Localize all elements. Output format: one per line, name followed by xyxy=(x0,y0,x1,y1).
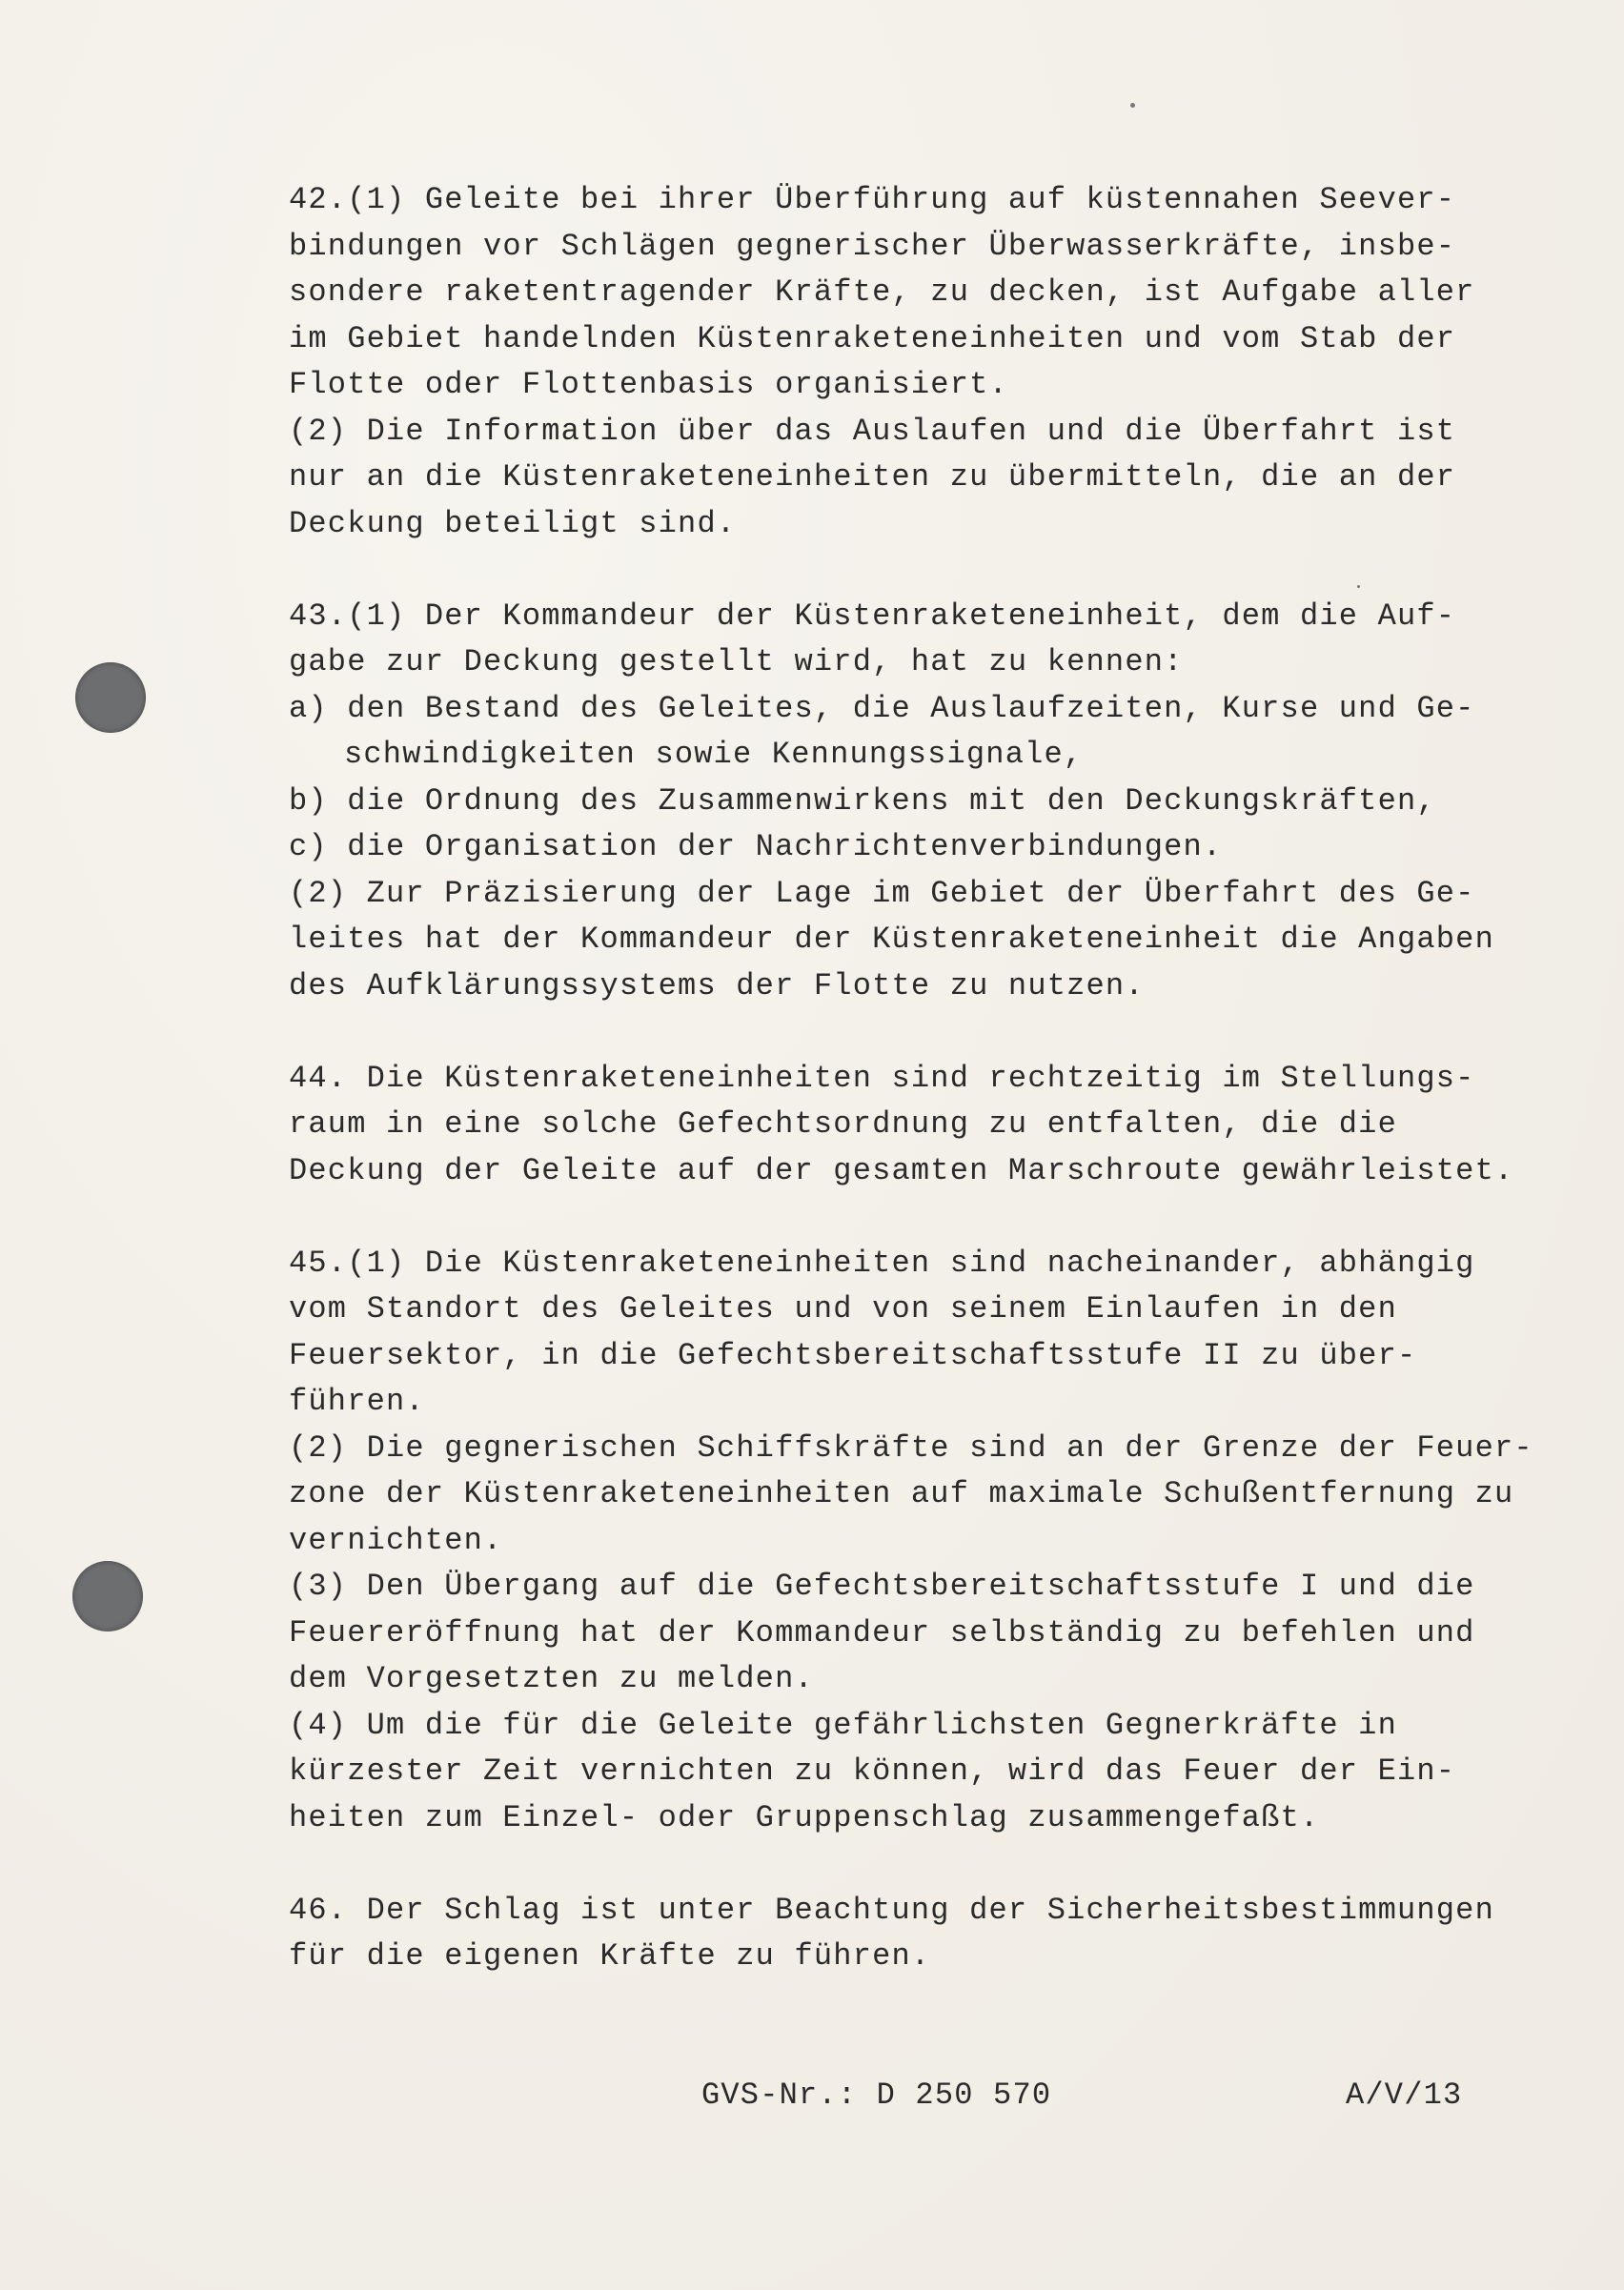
text-line: 45.(1) Die Küstenraketeneinheiten sind nacheinander, abhängig xyxy=(289,1245,1475,1281)
text-line: (4) Um die für die Geleite gefährlichsten Gegnerkräfte in xyxy=(289,1707,1397,1743)
text-line: (3) Den Übergang auf die Gefechtsbereitschaftsstufe I und die xyxy=(289,1569,1475,1604)
text-line: c) die Organisation der Nachrichtenverbindungen. xyxy=(289,829,1223,864)
text-line: (2) Die Information über das Auslaufen und die Überfahrt ist xyxy=(289,413,1456,449)
text-line: führen. xyxy=(289,1384,425,1419)
text-line: heiten zum Einzel- oder Gruppenschlag zusammengefaßt. xyxy=(289,1799,1320,1835)
text-line: b) die Ordnung des Zusammenwirkens mit den Deckungskräften, xyxy=(289,782,1436,819)
text-line: nur an die Küstenraketeneinheiten zu übermitteln, die an der xyxy=(289,459,1456,495)
text-line: für die eigenen Kräfte zu führen. xyxy=(289,1938,931,1974)
text-line: (2) Zur Präzisierung der Lage im Gebiet der Überfahrt des Ge- xyxy=(289,875,1475,911)
paragraph-44 xyxy=(289,1056,1528,1195)
paragraph-46 xyxy=(289,1888,1528,1980)
paragraph-gap xyxy=(289,547,1528,594)
text-line: sondere raketentragender Kräfte, zu decken, ist Aufgabe aller xyxy=(289,274,1475,310)
text-line: vom Standort des Geleites und von seinem Einlaufen in den xyxy=(289,1291,1397,1327)
text-line: vernichten. xyxy=(289,1522,503,1558)
page-reference: A/V/13 xyxy=(1346,2077,1463,2113)
paragraph-gap xyxy=(289,1009,1528,1056)
text-line: a) den Bestand des Geleites, die Auslaufzeiten, Kurse und Ge- xyxy=(289,690,1475,726)
paragraph-gap xyxy=(289,1194,1528,1241)
document-number: GVS-Nr.: D 250 570 xyxy=(701,2077,1052,2113)
paragraph-gap xyxy=(289,1841,1528,1888)
text-line: dem Vorgesetzten zu melden. xyxy=(289,1661,814,1696)
paper-speck xyxy=(1130,103,1135,108)
paragraph-45 xyxy=(289,1241,1533,1842)
text-line: raum in eine solche Gefechtsordnung zu entfalten, die die xyxy=(289,1106,1397,1142)
text-line: Deckung der Geleite auf der gesamten Marschroute gewährleistet. xyxy=(289,1152,1514,1188)
text-line: leites hat der Kommandeur der Küstenraketeneinheit die Angaben xyxy=(289,922,1494,957)
text-line: schwindigkeiten sowie Kennungssignale, xyxy=(344,737,1084,772)
text-line: zone der Küstenraketeneinheiten auf maximale Schußentfernung zu xyxy=(289,1476,1514,1511)
text-line: (2) Die gegnerischen Schiffskräfte sind an der Grenze der Feuer- xyxy=(289,1429,1533,1466)
punch-hole xyxy=(75,662,146,733)
text-line: 42.(1) Geleite bei ihrer Überführung auf küstennahen Seever- xyxy=(289,182,1456,217)
document-body xyxy=(289,177,1533,1980)
text-line: Feuersektor, in die Gefechtsbereitschaftsstufe II zu über- xyxy=(289,1337,1417,1373)
text-line: Deckung beteiligt sind. xyxy=(289,505,737,541)
text-line: 44. Die Küstenraketeneinheiten sind rechtzeitig im Stellungs- xyxy=(289,1060,1475,1096)
text-line: 43.(1) Der Kommandeur der Küstenraketeneinheit, dem die Auf- xyxy=(289,598,1456,634)
paragraph-43 xyxy=(289,594,1528,1010)
text-line: des Aufklärungssystems der Flotte zu nutzen. xyxy=(289,967,1145,1003)
text-line: gabe zur Deckung gestellt wird, hat zu kennen: xyxy=(289,644,1184,679)
text-line: Feuereröffnung hat der Kommandeur selbständig zu befehlen und xyxy=(289,1614,1475,1651)
text-line: im Gebiet handelnden Küstenraketeneinheiten und vom Stab der xyxy=(289,320,1456,356)
text-line: 46. Der Schlag ist unter Beachtung der Sicherheitsbestimmungen xyxy=(289,1892,1494,1928)
text-line: Flotte oder Flottenbasis organisiert. xyxy=(289,367,1008,402)
punch-hole xyxy=(72,1561,143,1631)
text-line: bindungen vor Schlägen gegnerischer Überwasserkräfte, insbe- xyxy=(289,228,1456,264)
paragraph-42 xyxy=(289,177,1528,547)
text-line: kürzester Zeit vernichten zu können, wird das Feuer der Ein- xyxy=(289,1753,1456,1789)
